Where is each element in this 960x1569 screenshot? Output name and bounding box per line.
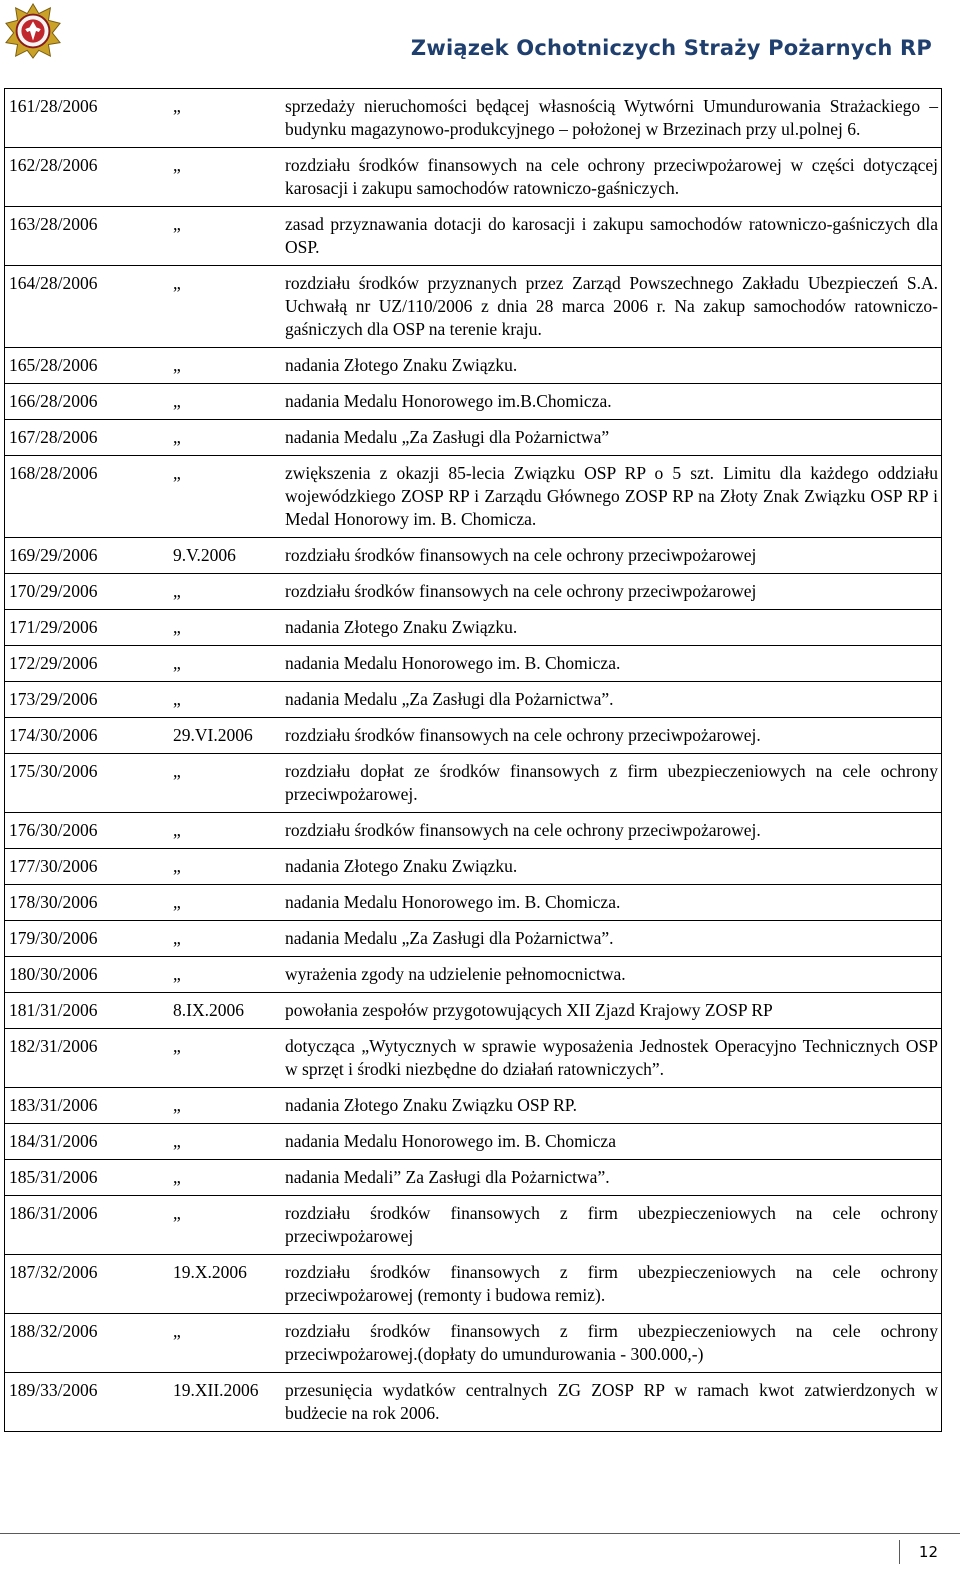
resolution-date: 19.X.2006 (163, 1255, 281, 1314)
resolution-date: „ (163, 1029, 281, 1088)
resolution-description: sprzedaży nieruchomości będącej własnością Wytwórni Umundurowania Strażackiego – budynku magazynowo-produkcyjnego – położonej w Brzezinach przy ul.polnej 6. (281, 89, 942, 148)
resolution-date: „ (163, 921, 281, 957)
resolution-number: 163/28/2006 (5, 207, 164, 266)
resolution-date: 8.IX.2006 (163, 993, 281, 1029)
footer-divider (0, 1533, 960, 1534)
resolution-number: 169/29/2006 (5, 538, 164, 574)
resolution-date: 19.XII.2006 (163, 1373, 281, 1432)
resolution-description: nadania Złotego Znaku Związku. (281, 348, 942, 384)
resolution-date: 29.VI.2006 (163, 718, 281, 754)
resolution-date: „ (163, 610, 281, 646)
resolution-description: nadania Medalu Honorowego im. B. Chomicza. (281, 646, 942, 682)
resolution-description: rozdziału środków finansowych na cele ochrony przeciwpożarowej. (281, 718, 942, 754)
table-row (5, 813, 942, 849)
resolution-description: rozdziału środków finansowych na cele ochrony przeciwpożarowej (281, 538, 942, 574)
resolution-date: „ (163, 1160, 281, 1196)
resolution-number: 184/31/2006 (5, 1124, 164, 1160)
table-row (5, 993, 942, 1029)
resolution-date: „ (163, 885, 281, 921)
resolution-date: „ (163, 148, 281, 207)
table-row (5, 456, 942, 538)
resolution-date: „ (163, 384, 281, 420)
table-row (5, 849, 942, 885)
resolution-date: „ (163, 574, 281, 610)
resolution-number: 162/28/2006 (5, 148, 164, 207)
resolution-date: „ (163, 420, 281, 456)
resolution-number: 166/28/2006 (5, 384, 164, 420)
resolution-date: „ (163, 266, 281, 348)
table-row (5, 754, 942, 813)
resolution-date: „ (163, 849, 281, 885)
resolution-date: „ (163, 1314, 281, 1373)
table-row (5, 148, 942, 207)
resolutions-table (4, 88, 942, 1432)
resolution-date: „ (163, 754, 281, 813)
resolution-date: „ (163, 682, 281, 718)
resolution-number: 175/30/2006 (5, 754, 164, 813)
resolution-description: dotycząca „Wytycznych w sprawie wyposażenia Jednostek Operacyjno Technicznych OSP w sprzęt i środki niezbędne do działań ratowniczych”. (281, 1029, 942, 1088)
resolution-description: przesunięcia wydatków centralnych ZG ZOSP RP w ramach kwot zatwierdzonych w budżecie na rok 2006. (281, 1373, 942, 1432)
table-row (5, 1373, 942, 1432)
resolution-description: zwiększenia z okazji 85-lecia Związku OSP RP o 5 szt. Limitu dla każdego oddziału wojewódzkiego ZOSP RP i Zarządu Głównego ZOSP RP na Złoty Znak Związku OSP RP i Medal Honorowy im. B. Chomicza. (281, 456, 942, 538)
resolution-description: nadania Medalu „Za Zasługi dla Pożarnictwa”. (281, 682, 942, 718)
resolution-number: 183/31/2006 (5, 1088, 164, 1124)
resolution-description: nadania Złotego Znaku Związku. (281, 610, 942, 646)
resolution-number: 189/33/2006 (5, 1373, 164, 1432)
table-row (5, 1196, 942, 1255)
resolution-number: 178/30/2006 (5, 885, 164, 921)
table-row (5, 1160, 942, 1196)
table-row (5, 574, 942, 610)
page-number: 12 (899, 1540, 938, 1564)
resolution-description: rozdziału środków finansowych z firm ubezpieczeniowych na cele ochrony przeciwpożarowej (remonty i budowa remiz). (281, 1255, 942, 1314)
resolution-date: „ (163, 1124, 281, 1160)
resolution-number: 167/28/2006 (5, 420, 164, 456)
resolution-description: nadania Złotego Znaku Związku. (281, 849, 942, 885)
resolution-date: „ (163, 348, 281, 384)
resolution-date: „ (163, 207, 281, 266)
resolution-description: rozdziału środków finansowych z firm ubezpieczeniowych na cele ochrony przeciwpożarowej.(dopłaty do umundurowania - 300.000,-) (281, 1314, 942, 1373)
resolution-number: 172/29/2006 (5, 646, 164, 682)
resolution-description: nadania Medalu Honorowego im. B. Chomicza (281, 1124, 942, 1160)
table-row (5, 921, 942, 957)
table-row (5, 1314, 942, 1373)
resolution-number: 186/31/2006 (5, 1196, 164, 1255)
resolution-number: 180/30/2006 (5, 957, 164, 993)
resolution-number: 179/30/2006 (5, 921, 164, 957)
resolution-description: nadania Medali” Za Zasługi dla Pożarnictwa”. (281, 1160, 942, 1196)
resolution-date: „ (163, 957, 281, 993)
resolution-number: 170/29/2006 (5, 574, 164, 610)
resolution-number: 168/28/2006 (5, 456, 164, 538)
table-row (5, 89, 942, 148)
resolutions-table-body (5, 89, 942, 1432)
resolution-description: rozdziału środków finansowych na cele ochrony przeciwpożarowej w części dotyczącej karosacji i zakupu samochodów ratowniczo-gaśniczych. (281, 148, 942, 207)
resolution-number: 177/30/2006 (5, 849, 164, 885)
resolution-description: powołania zespołów przygotowujących XII Zjazd Krajowy ZOSP RP (281, 993, 942, 1029)
resolution-date: „ (163, 456, 281, 538)
resolution-number: 188/32/2006 (5, 1314, 164, 1373)
resolution-number: 165/28/2006 (5, 348, 164, 384)
table-row (5, 1029, 942, 1088)
resolution-number: 174/30/2006 (5, 718, 164, 754)
resolution-description: nadania Medalu „Za Zasługi dla Pożarnictwa”. (281, 921, 942, 957)
resolution-description: nadania Złotego Znaku Związku OSP RP. (281, 1088, 942, 1124)
resolution-date: „ (163, 1088, 281, 1124)
resolution-description: rozdziału środków finansowych z firm ubezpieczeniowych na cele ochrony przeciwpożarowej (281, 1196, 942, 1255)
resolution-number: 161/28/2006 (5, 89, 164, 148)
table-row (5, 420, 942, 456)
resolution-number: 176/30/2006 (5, 813, 164, 849)
table-row (5, 266, 942, 348)
table-row (5, 1124, 942, 1160)
resolution-description: rozdziału środków finansowych na cele ochrony przeciwpożarowej. (281, 813, 942, 849)
table-row (5, 682, 942, 718)
resolution-date: „ (163, 89, 281, 148)
resolution-number: 187/32/2006 (5, 1255, 164, 1314)
page-header (0, 0, 960, 80)
table-row (5, 348, 942, 384)
table-row (5, 384, 942, 420)
table-row (5, 885, 942, 921)
resolution-number: 185/31/2006 (5, 1160, 164, 1196)
osp-emblem-icon (4, 2, 62, 60)
resolution-description: zasad przyznawania dotacji do karosacji i zakupu samochodów ratowniczo-gaśniczych dla OSP. (281, 207, 942, 266)
organization-name: Związek Ochotniczych Straży Pożarnych RP (410, 36, 932, 60)
resolution-date: „ (163, 1196, 281, 1255)
resolution-description: rozdziału środków przyznanych przez Zarząd Powszechnego Zakładu Ubezpieczeń S.A. Uchwałą nr UZ/110/2006 z dnia 28 marca 2006 r. Na zakup samochodów ratowniczo-gaśniczych dla OSP na terenie kraju. (281, 266, 942, 348)
resolution-description: wyrażenia zgody na udzielenie pełnomocnictwa. (281, 957, 942, 993)
resolution-description: nadania Medalu Honorowego im. B. Chomicza. (281, 885, 942, 921)
resolution-description: rozdziału dopłat ze środków finansowych z firm ubezpieczeniowych na cele ochrony przeciwpożarowej. (281, 754, 942, 813)
table-row (5, 1088, 942, 1124)
resolution-number: 182/31/2006 (5, 1029, 164, 1088)
table-row (5, 646, 942, 682)
table-row (5, 718, 942, 754)
table-row (5, 610, 942, 646)
resolution-date: „ (163, 646, 281, 682)
resolution-number: 181/31/2006 (5, 993, 164, 1029)
resolution-number: 164/28/2006 (5, 266, 164, 348)
table-row (5, 207, 942, 266)
resolution-description: nadania Medalu Honorowego im.B.Chomicza. (281, 384, 942, 420)
resolution-date: „ (163, 813, 281, 849)
resolution-description: nadania Medalu „Za Zasługi dla Pożarnictwa” (281, 420, 942, 456)
table-row (5, 538, 942, 574)
resolution-date: 9.V.2006 (163, 538, 281, 574)
table-row (5, 957, 942, 993)
resolution-number: 171/29/2006 (5, 610, 164, 646)
resolution-description: rozdziału środków finansowych na cele ochrony przeciwpożarowej (281, 574, 942, 610)
resolution-number: 173/29/2006 (5, 682, 164, 718)
table-row (5, 1255, 942, 1314)
